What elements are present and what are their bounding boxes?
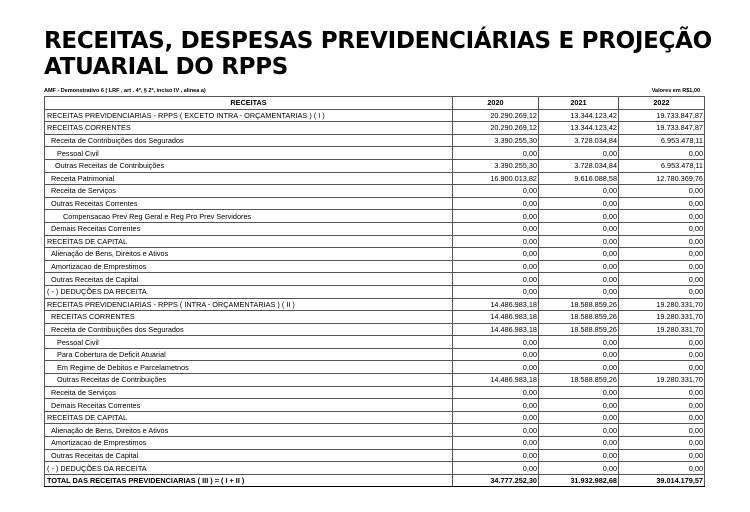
row-value-2022: 0,00 bbox=[619, 449, 705, 462]
row-label: Amortizacao de Emprestimos bbox=[45, 260, 453, 273]
row-value-2020: 0,00 bbox=[453, 424, 539, 437]
row-value-2020: 0,00 bbox=[453, 462, 539, 475]
row-value-2020: 3.390.255,30 bbox=[453, 159, 539, 172]
row-value-2021: 3.728.034,84 bbox=[539, 134, 619, 147]
row-value-2022: 0,00 bbox=[619, 273, 705, 286]
row-value-2020: 14.486.983,18 bbox=[453, 298, 539, 311]
row-value-2021: 0,00 bbox=[539, 147, 619, 160]
row-value-2022: 0,00 bbox=[619, 386, 705, 399]
row-value-2022: 0,00 bbox=[619, 424, 705, 437]
row-value-2021: 0,00 bbox=[539, 197, 619, 210]
row-label: Demais Receitas Correntes bbox=[45, 399, 453, 412]
row-value-2021: 0,00 bbox=[539, 235, 619, 248]
row-value-2022: 0,00 bbox=[619, 248, 705, 261]
row-label: Outras Receitas de Capital bbox=[45, 273, 453, 286]
total-row bbox=[45, 474, 705, 487]
row-value-2020: 0,00 bbox=[453, 411, 539, 424]
row-label: Para Cobertura de Deficit Atuarial bbox=[45, 348, 453, 361]
row-value-2021: 18.588.859,26 bbox=[539, 311, 619, 324]
total-2021: 31.932.982,68 bbox=[539, 474, 619, 487]
row-value-2020: 14.486.983,18 bbox=[453, 374, 539, 387]
row-value-2021: 0,00 bbox=[539, 222, 619, 235]
total-2020: 34.777.252,30 bbox=[453, 474, 539, 487]
row-value-2020: 0,00 bbox=[453, 147, 539, 160]
row-value-2022: 6.953.478,11 bbox=[619, 134, 705, 147]
row-value-2021: 18.588.859,26 bbox=[539, 323, 619, 336]
table-header-row bbox=[45, 97, 705, 110]
row-label: RECEITAS PREVIDENCIARIAS - RPPS ( EXCETO INTRA - ORÇAMENTARIAS ) ( I ) bbox=[45, 109, 453, 122]
row-value-2021: 0,00 bbox=[539, 273, 619, 286]
table-row bbox=[45, 222, 705, 235]
row-value-2022: 6.953.478,11 bbox=[619, 159, 705, 172]
table-row bbox=[45, 285, 705, 298]
total-label: TOTAL DAS RECEITAS PREVIDENCIARIAS ( III ) = ( I + II ) bbox=[45, 474, 453, 487]
table-row bbox=[45, 374, 705, 387]
row-label: RECEITAS CORRENTES bbox=[45, 311, 453, 324]
table-row bbox=[45, 424, 705, 437]
row-label: RECEITAS DE CAPITAL bbox=[45, 411, 453, 424]
row-value-2022: 19.733.847,87 bbox=[619, 109, 705, 122]
row-label: Outras Receitas de Contribuições bbox=[45, 374, 453, 387]
table-row bbox=[45, 147, 705, 160]
row-value-2021: 0,00 bbox=[539, 336, 619, 349]
table-row bbox=[45, 172, 705, 185]
row-label: RECEITAS PREVIDENCIARIAS - RPPS ( INTRA - ORÇAMENTARIAS ) ( II ) bbox=[45, 298, 453, 311]
row-label: Receita de Serviços bbox=[45, 185, 453, 198]
receitas-table bbox=[44, 96, 705, 487]
table-row bbox=[45, 361, 705, 374]
row-value-2020: 20.290.269,12 bbox=[453, 109, 539, 122]
table-row bbox=[45, 311, 705, 324]
header-receitas: RECEITAS bbox=[45, 97, 453, 110]
row-value-2021: 3.728.034,84 bbox=[539, 159, 619, 172]
table-row bbox=[45, 197, 705, 210]
table-row bbox=[45, 134, 705, 147]
row-label: Outras Receitas Correntes bbox=[45, 197, 453, 210]
row-value-2020: 0,00 bbox=[453, 197, 539, 210]
row-value-2022: 0,00 bbox=[619, 348, 705, 361]
row-value-2021: 0,00 bbox=[539, 437, 619, 450]
row-value-2021: 0,00 bbox=[539, 361, 619, 374]
row-value-2022: 0,00 bbox=[619, 462, 705, 475]
table-row bbox=[45, 348, 705, 361]
row-label: Pessoal Civil bbox=[45, 336, 453, 349]
row-value-2021: 0,00 bbox=[539, 248, 619, 261]
row-value-2020: 0,00 bbox=[453, 248, 539, 261]
row-label: Compensacao Prev Reg Geral e Reg Pro Prev Servidores bbox=[45, 210, 453, 223]
table-row bbox=[45, 336, 705, 349]
row-value-2020: 0,00 bbox=[453, 235, 539, 248]
total-2022: 39.014.179,57 bbox=[619, 474, 705, 487]
row-value-2022: 0,00 bbox=[619, 147, 705, 160]
row-value-2021: 0,00 bbox=[539, 348, 619, 361]
table-row bbox=[45, 260, 705, 273]
row-value-2022: 0,00 bbox=[619, 185, 705, 198]
table-row bbox=[45, 411, 705, 424]
header-2021: 2021 bbox=[539, 97, 619, 110]
row-value-2020: 0,00 bbox=[453, 399, 539, 412]
row-label: Receita de Contribuições dos Segurados bbox=[45, 323, 453, 336]
table-row bbox=[45, 323, 705, 336]
row-value-2020: 0,00 bbox=[453, 361, 539, 374]
row-label: Em Regime de Debitos e Parcelametnos bbox=[45, 361, 453, 374]
table-row bbox=[45, 462, 705, 475]
table-row bbox=[45, 235, 705, 248]
page-title: RECEITAS, DESPESAS PREVIDENCIÁRIAS E PROJEÇÃO ATUARIAL DO RPPS bbox=[44, 28, 712, 80]
row-value-2022: 0,00 bbox=[619, 222, 705, 235]
row-value-2020: 0,00 bbox=[453, 260, 539, 273]
row-value-2022: 19.280.331,70 bbox=[619, 311, 705, 324]
row-value-2021: 18.588.859,26 bbox=[539, 374, 619, 387]
row-value-2021: 0,00 bbox=[539, 260, 619, 273]
row-value-2021: 13.344.123,42 bbox=[539, 109, 619, 122]
row-value-2020: 0,00 bbox=[453, 185, 539, 198]
row-value-2020: 0,00 bbox=[453, 449, 539, 462]
row-value-2022: 12.780.369,76 bbox=[619, 172, 705, 185]
row-value-2020: 16.900.013,82 bbox=[453, 172, 539, 185]
row-label: Amortizacao de Emprestimos bbox=[45, 437, 453, 450]
row-value-2020: 0,00 bbox=[453, 273, 539, 286]
row-value-2021: 0,00 bbox=[539, 185, 619, 198]
row-label: Demais Receitas Correntes bbox=[45, 222, 453, 235]
row-label: Outras Receitas de Capital bbox=[45, 449, 453, 462]
row-value-2021: 0,00 bbox=[539, 399, 619, 412]
row-value-2020: 0,00 bbox=[453, 285, 539, 298]
row-value-2021: 18.588.859,26 bbox=[539, 298, 619, 311]
row-value-2021: 13.344.123,42 bbox=[539, 122, 619, 135]
row-value-2022: 0,00 bbox=[619, 411, 705, 424]
table-row bbox=[45, 298, 705, 311]
header-2020: 2020 bbox=[453, 97, 539, 110]
row-label: Pessoal Civil bbox=[45, 147, 453, 160]
row-value-2022: 19.733.847,87 bbox=[619, 122, 705, 135]
row-label: Receita de Serviços bbox=[45, 386, 453, 399]
row-value-2022: 0,00 bbox=[619, 285, 705, 298]
row-value-2020: 0,00 bbox=[453, 336, 539, 349]
row-value-2022: 0,00 bbox=[619, 437, 705, 450]
row-value-2022: 0,00 bbox=[619, 210, 705, 223]
row-value-2020: 14.486.983,18 bbox=[453, 311, 539, 324]
row-value-2021: 0,00 bbox=[539, 386, 619, 399]
row-value-2021: 9.616.088,58 bbox=[539, 172, 619, 185]
table-row bbox=[45, 210, 705, 223]
table-row bbox=[45, 399, 705, 412]
row-value-2022: 0,00 bbox=[619, 260, 705, 273]
row-value-2021: 0,00 bbox=[539, 462, 619, 475]
row-value-2022: 0,00 bbox=[619, 336, 705, 349]
demonstrativo-reference: AMF - Demonstrativo 6 ( LRF , art . 4º, § 2º, inciso IV , alinea a) bbox=[44, 88, 206, 94]
row-label: RECEITAS DE CAPITAL bbox=[45, 235, 453, 248]
row-value-2020: 0,00 bbox=[453, 386, 539, 399]
row-value-2020: 3.390.255,30 bbox=[453, 134, 539, 147]
header-2022: 2022 bbox=[619, 97, 705, 110]
row-value-2020: 0,00 bbox=[453, 210, 539, 223]
table-row bbox=[45, 122, 705, 135]
table-row bbox=[45, 449, 705, 462]
row-value-2020: 20.290.269,12 bbox=[453, 122, 539, 135]
row-value-2021: 0,00 bbox=[539, 424, 619, 437]
table-row bbox=[45, 109, 705, 122]
row-label: ( - ) DEDUÇÕES DA RECEITA bbox=[45, 285, 453, 298]
table-row bbox=[45, 159, 705, 172]
row-label: Alienação de Bens, Direitos e Ativos bbox=[45, 248, 453, 261]
row-value-2021: 0,00 bbox=[539, 411, 619, 424]
row-label: Receita Patrimonial bbox=[45, 172, 453, 185]
row-label: Alienação de Bens, Direitos e Ativos bbox=[45, 424, 453, 437]
table-row bbox=[45, 437, 705, 450]
row-value-2021: 0,00 bbox=[539, 285, 619, 298]
row-value-2021: 0,00 bbox=[539, 210, 619, 223]
row-value-2022: 0,00 bbox=[619, 361, 705, 374]
table-row bbox=[45, 386, 705, 399]
row-value-2020: 0,00 bbox=[453, 222, 539, 235]
table-row bbox=[45, 248, 705, 261]
row-value-2020: 14.486.983,18 bbox=[453, 323, 539, 336]
table-row bbox=[45, 185, 705, 198]
row-value-2022: 19.280.331,70 bbox=[619, 323, 705, 336]
table-body bbox=[45, 109, 705, 474]
currency-note: Valores em R$1,00 bbox=[651, 88, 700, 94]
row-label: ( - ) DEDUÇÕES DA RECEITA bbox=[45, 462, 453, 475]
row-label: RECEITAS CORRENTES bbox=[45, 122, 453, 135]
row-value-2022: 0,00 bbox=[619, 399, 705, 412]
row-value-2021: 0,00 bbox=[539, 449, 619, 462]
table-row bbox=[45, 273, 705, 286]
row-value-2022: 0,00 bbox=[619, 235, 705, 248]
row-label: Receita de Contribuições dos Segurados bbox=[45, 134, 453, 147]
row-value-2022: 19.280.331,70 bbox=[619, 298, 705, 311]
row-label: Outras Receitas de Contribuições bbox=[45, 159, 453, 172]
row-value-2020: 0,00 bbox=[453, 437, 539, 450]
row-value-2022: 0,00 bbox=[619, 197, 705, 210]
row-value-2022: 19.280.331,70 bbox=[619, 374, 705, 387]
row-value-2020: 0,00 bbox=[453, 348, 539, 361]
